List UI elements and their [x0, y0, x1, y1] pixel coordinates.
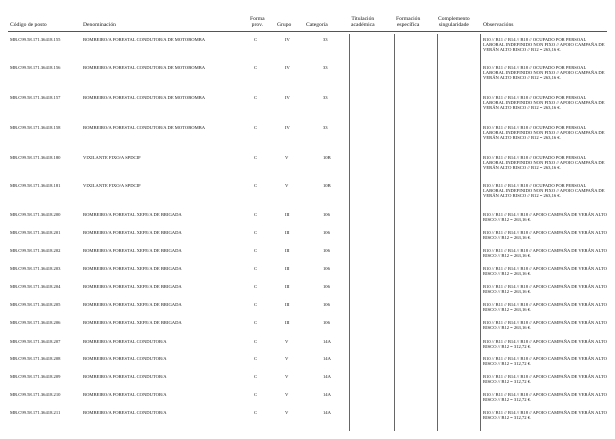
cell-codigo: MR.C99.58.171.36418.156 [10, 65, 61, 70]
cell-codigo: MR.C99.58.171.36418.210 [10, 392, 61, 397]
cell-codigo: MR.C99.58.171.36418.203 [10, 266, 61, 271]
cell-observacions: B10 // B11 // B14 // B18 // APOIO CAMPAÑA DE VERÁN ALTO RISCO // B12 = 312,72 €. [483, 374, 607, 385]
cell-observacions: B10 // B11 // B14 // B18 // OCUPADO POR PERSOAL LABORAL INDEFINIDO NON FIXO // APOIO CAMPAÑA DE VERÁN ALTO RISCO // B12 = 263,16 €. [483, 155, 605, 171]
cell-observacions: B10 // B11 // B14 // B18 // APOIO CAMPAÑA DE VERÁN ALTO RISCO // B12 = 263,16 €. [483, 230, 607, 241]
cell-grupo: V [285, 356, 289, 361]
cell-denominacion: BOMBEIRO/A FORESTAL CONDUTOR/A [83, 339, 167, 344]
cell-grupo: V [285, 339, 289, 344]
cell-observacions: B10 // B11 // B14 // B18 // APOIO CAMPAÑA DE VERÁN ALTO RISCO // B12 = 312,72 €. [483, 339, 607, 350]
cell-categoria: 33 [323, 125, 328, 130]
cell-grupo: IV [285, 37, 290, 42]
cell-codigo: MR.C99.58.171.36418.155 [10, 37, 61, 42]
table-row [0, 95, 615, 113]
cell-categoria: 14A [323, 410, 331, 415]
cell-denominacion: BOMBEIRO/A FORESTAL XEFE/A DE BRIGADA [83, 266, 182, 271]
table-row [0, 125, 615, 143]
cell-categoria: 106 [323, 320, 330, 325]
cell-grupo: IV [285, 125, 290, 130]
header-grupo: Grupo [277, 22, 292, 28]
table-row [0, 356, 615, 374]
table-row [0, 183, 615, 201]
cell-categoria: 14A [323, 339, 331, 344]
cell-codigo: MR.C99.58.171.36418.180 [10, 155, 61, 160]
cell-observacions: B10 // B11 // B14 // B18 // OCUPADO POR PERSOAL LABORAL INDEFINIDO NON FIXO // APOIO CAMPAÑA DE VERÁN ALTO RISCO // B12 = 263,16 €. [483, 125, 605, 141]
cell-forma-prov: C [254, 95, 258, 100]
cell-denominacion: VIXILANTE FIXO/A SPDCIF [83, 155, 141, 160]
table-row [0, 374, 615, 392]
cell-observacions: B10 // B11 // B14 // B18 // APOIO CAMPAÑA DE VERÁN ALTO RISCO // B12 = 312,72 €. [483, 410, 607, 421]
cell-forma-prov: C [254, 284, 258, 289]
cell-forma-prov: C [254, 266, 258, 271]
table-row [0, 155, 615, 173]
cell-denominacion: BOMBEIRO/A FORESTAL XEFE/A DE BRIGADA [83, 284, 182, 289]
cell-observacions: B10 // B11 // B14 // B18 // OCUPADO POR PERSOAL LABORAL INDEFINIDO NON FIXO // APOIO CAMPAÑA DE VERÁN ALTO RISCO // B12 = 263,16 €. [483, 37, 605, 53]
table-row [0, 410, 615, 428]
cell-observacions: B10 // B11 // B14 // B18 // APOIO CAMPAÑA DE VERÁN ALTO RISCO // B12 = 263,16 €. [483, 248, 607, 259]
cell-categoria: 106 [323, 284, 330, 289]
cell-observacions: B10 // B11 // B14 // B18 // APOIO CAMPAÑA DE VERÁN ALTO RISCO // B12 = 263,16 €. [483, 284, 607, 295]
cell-categoria: 10B [323, 155, 331, 160]
cell-codigo: MR.C99.58.171.36418.157 [10, 95, 61, 100]
header-complemento: Complemento singularidade [438, 16, 470, 28]
cell-categoria: 106 [323, 266, 330, 271]
cell-denominacion: BOMBEIRO/A FORESTAL XEFE/A DE BRIGADA [83, 212, 182, 217]
cell-denominacion: BOMBEIRO/A FORESTAL XEFE/A DE BRIGADA [83, 302, 182, 307]
table-row [0, 392, 615, 410]
cell-codigo: MR.C99.58.171.36418.208 [10, 356, 61, 361]
cell-observacions: B10 // B11 // B14 // B18 // APOIO CAMPAÑA DE VERÁN ALTO RISCO // B12 = 312,72 €. [483, 392, 607, 403]
cell-forma-prov: C [254, 125, 258, 130]
cell-codigo: MR.C99.58.171.36418.211 [10, 410, 61, 415]
cell-forma-prov: C [254, 230, 258, 235]
cell-categoria: 106 [323, 230, 330, 235]
cell-forma-prov: C [254, 155, 258, 160]
table-row [0, 284, 615, 302]
cell-forma-prov: C [254, 212, 258, 217]
cell-categoria: 33 [323, 95, 328, 100]
table-row [0, 65, 615, 83]
cell-forma-prov: C [254, 410, 258, 415]
header-observacions: Observacións [483, 22, 514, 28]
table-row [0, 248, 615, 266]
table-row [0, 37, 615, 55]
cell-categoria: 106 [323, 302, 330, 307]
cell-codigo: MR.C99.58.171.36418.205 [10, 302, 61, 307]
cell-grupo: IV [285, 95, 290, 100]
cell-forma-prov: C [254, 356, 258, 361]
cell-observacions: B10 // B11 // B14 // B18 // APOIO CAMPAÑA DE VERÁN ALTO RISCO // B12 = 263,16 €. [483, 266, 607, 277]
cell-forma-prov: C [254, 65, 258, 70]
cell-codigo: MR.C99.58.171.36418.181 [10, 183, 61, 188]
cell-denominacion: BOMBEIRO/A FORESTAL XEFE/A DE BRIGADA [83, 320, 182, 325]
cell-forma-prov: C [254, 320, 258, 325]
cell-codigo: MR.C99.58.171.36418.207 [10, 339, 61, 344]
table-row [0, 320, 615, 338]
cell-grupo: IV [285, 65, 290, 70]
cell-forma-prov: C [254, 37, 258, 42]
cell-categoria: 10B [323, 183, 331, 188]
cell-grupo: III [285, 302, 290, 307]
cell-grupo: III [285, 212, 290, 217]
cell-forma-prov: C [254, 183, 258, 188]
cell-observacions: B10 // B11 // B14 // B18 // OCUPADO POR PERSOAL LABORAL INDEFINIDO NON FIXO // APOIO CAMPAÑA DE VERÁN ALTO RISCO // B12 = 263,16 €. [483, 65, 605, 81]
cell-categoria: 33 [323, 37, 328, 42]
cell-categoria: 14A [323, 392, 331, 397]
header-categoria: Categoría [306, 22, 328, 28]
header-forma-prov: Forma prov. [250, 16, 265, 28]
cell-forma-prov: C [254, 248, 258, 253]
cell-denominacion: BOMBEIRO/A FORESTAL CONDUTOR/A [83, 356, 167, 361]
cell-denominacion: VIXILANTE FIXO/A SPDCIF [83, 183, 141, 188]
cell-categoria: 106 [323, 212, 330, 217]
cell-categoria: 14A [323, 374, 331, 379]
header-denominacion: Denominación [83, 22, 116, 28]
cell-codigo: MR.C99.58.171.36418.202 [10, 248, 61, 253]
cell-denominacion: BOMBEIRO/A FORESTAL CONDUTOR/A DE MOTOBOMBA [83, 65, 206, 70]
cell-observacions: B10 // B11 // B14 // B18 // APOIO CAMPAÑA DE VERÁN ALTO RISCO // B12 = 312,72 €. [483, 356, 607, 367]
cell-grupo: III [285, 284, 290, 289]
cell-denominacion: BOMBEIRO/A FORESTAL CONDUTOR/A [83, 374, 167, 379]
cell-grupo: V [285, 410, 289, 415]
cell-denominacion: BOMBEIRO/A FORESTAL CONDUTOR/A DE MOTOBOMBA [83, 95, 206, 100]
cell-categoria: 33 [323, 65, 328, 70]
cell-codigo: MR.C99.58.171.36418.200 [10, 212, 61, 217]
cell-grupo: III [285, 320, 290, 325]
cell-denominacion: BOMBEIRO/A FORESTAL CONDUTOR/A [83, 392, 167, 397]
cell-categoria: 14A [323, 356, 331, 361]
cell-denominacion: BOMBEIRO/A FORESTAL CONDUTOR/A [83, 410, 167, 415]
cell-grupo: V [285, 155, 289, 160]
table-row [0, 302, 615, 320]
cell-grupo: V [285, 183, 289, 188]
cell-grupo: III [285, 230, 290, 235]
cell-grupo: III [285, 248, 290, 253]
cell-denominacion: BOMBEIRO/A FORESTAL XEFE/A DE BRIGADA [83, 248, 182, 253]
cell-forma-prov: C [254, 392, 258, 397]
header-codigo: Código de posto [10, 22, 47, 28]
cell-codigo: MR.C99.58.171.36418.204 [10, 284, 61, 289]
cell-codigo: MR.C99.58.171.36418.201 [10, 230, 61, 235]
cell-codigo: MR.C99.58.171.36418.158 [10, 125, 61, 130]
cell-categoria: 106 [323, 248, 330, 253]
table-row [0, 230, 615, 248]
table-row [0, 212, 615, 230]
cell-observacions: B10 // B11 // B14 // B18 // APOIO CAMPAÑA DE VERÁN ALTO RISCO // B12 = 263,16 €. [483, 320, 607, 331]
cell-grupo: V [285, 374, 289, 379]
table-row [0, 339, 615, 357]
cell-forma-prov: C [254, 339, 258, 344]
cell-forma-prov: C [254, 302, 258, 307]
cell-codigo: MR.C99.58.171.36418.209 [10, 374, 61, 379]
cell-codigo: MR.C99.58.171.36418.206 [10, 320, 61, 325]
cell-denominacion: BOMBEIRO/A FORESTAL CONDUTOR/A DE MOTOBOMBA [83, 37, 206, 42]
header-formacion: Formación específica [396, 16, 421, 28]
header-titulacion: Titulación académica [351, 16, 375, 28]
cell-grupo: III [285, 266, 290, 271]
cell-denominacion: BOMBEIRO/A FORESTAL XEFE/A DE BRIGADA [83, 230, 182, 235]
cell-observacions: B10 // B11 // B14 // B18 // APOIO CAMPAÑA DE VERÁN ALTO RISCO // B12 = 263,16 €. [483, 212, 607, 223]
header-divider [8, 31, 607, 32]
cell-denominacion: BOMBEIRO/A FORESTAL CONDUTOR/A DE MOTOBOMBA [83, 125, 206, 130]
cell-observacions: B10 // B11 // B14 // B18 // OCUPADO POR PERSOAL LABORAL INDEFINIDO NON FIXO // APOIO CAMPAÑA DE VERÁN ALTO RISCO // B12 = 263,16 €. [483, 183, 605, 199]
cell-observacions: B10 // B11 // B14 // B18 // APOIO CAMPAÑA DE VERÁN ALTO RISCO // B12 = 263,16 €. [483, 302, 607, 313]
table-row [0, 266, 615, 284]
cell-forma-prov: C [254, 374, 258, 379]
cell-observacions: B10 // B11 // B14 // B18 // OCUPADO POR PERSOAL LABORAL INDEFINIDO NON FIXO // APOIO CAMPAÑA DE VERÁN ALTO RISCO // B12 = 263,16 €. [483, 95, 605, 111]
cell-grupo: V [285, 392, 289, 397]
